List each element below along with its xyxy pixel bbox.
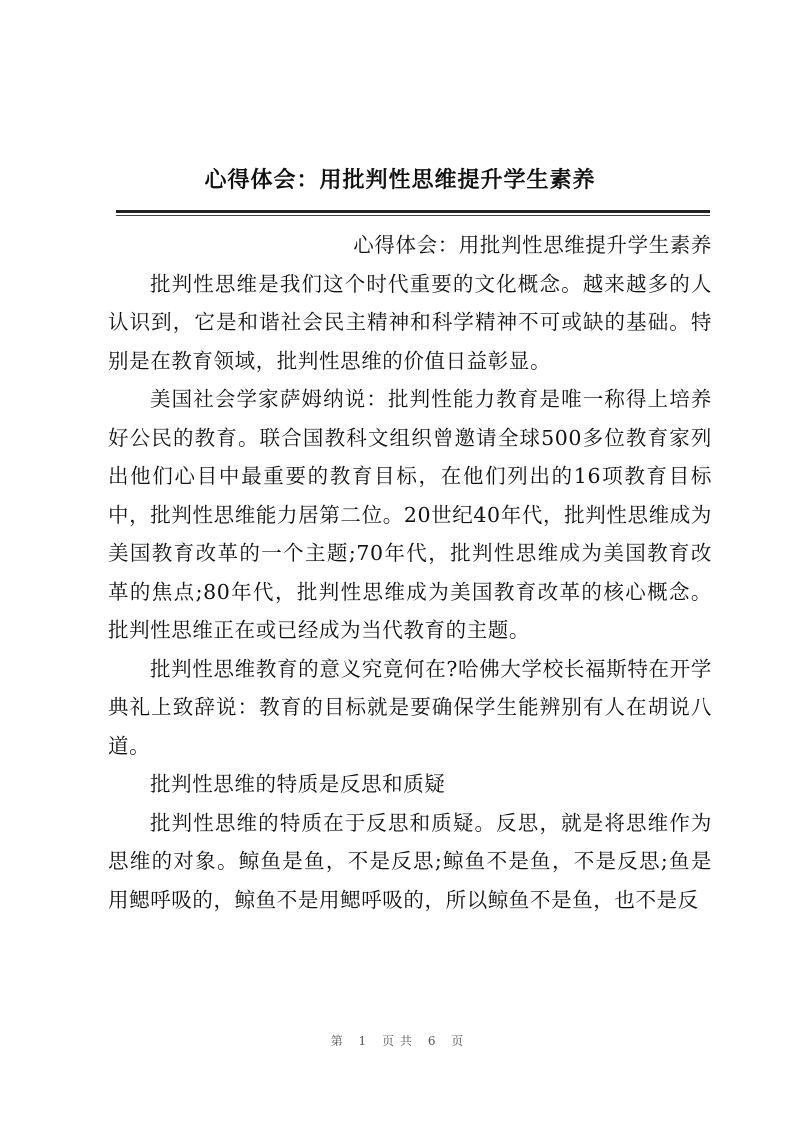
section-subheading: 批判性思维的特质是反思和质疑 bbox=[150, 772, 446, 796]
page-footer: 第 1 页共 6 页 bbox=[330, 1034, 470, 1048]
title-divider-thick bbox=[116, 210, 710, 213]
paragraph-2: 美国社会学家萨姆纳说：批判性能力教育是唯一称得上培养好公民的教育。联合国教科文组织曾邀请全球500多位教育家列出他们心目中最重要的教育目标，在他们列出的16项教育目标中，批判性思维能力居第二位。20世纪40年代，批判性思维成为美国教育改革的一个主题;70年代，批判性思维成为美国教育改革的焦点;80年代，批判性思维成为美国教育改革的核心概念。批判性思维正在或已经成为当代教育的主题。 bbox=[108, 387, 712, 642]
paragraph-3: 批判性思维教育的意义究竟何在?哈佛大学校长福斯特在开学典礼上致辞说：教育的目标就是要确保学生能辨别有人在胡说八道。 bbox=[108, 656, 712, 758]
page-title: 心得体会：用批判性思维提升学生素养 bbox=[204, 168, 596, 193]
paragraph-4: 批判性思维的特质在于反思和质疑。反思，就是将思维作为思维的对象。鲸鱼是鱼，不是反思;鲸鱼不是鱼，不是反思;鱼是用鳃呼吸的，鲸鱼不是用鳃呼吸的，所以鲸鱼不是鱼，也不是反 bbox=[108, 810, 712, 912]
paragraph-1: 批判性思维是我们这个时代重要的文化概念。越来越多的人认识到，它是和谐社会民主精神和科学精神不可或缺的基础。特别是在教育领域，批判性思维的价值日益彰显。 bbox=[108, 271, 712, 373]
document-subtitle: 心得体会：用批判性思维提升学生素养 bbox=[353, 233, 712, 257]
document-body bbox=[108, 226, 712, 919]
title-divider-thin bbox=[116, 215, 710, 216]
